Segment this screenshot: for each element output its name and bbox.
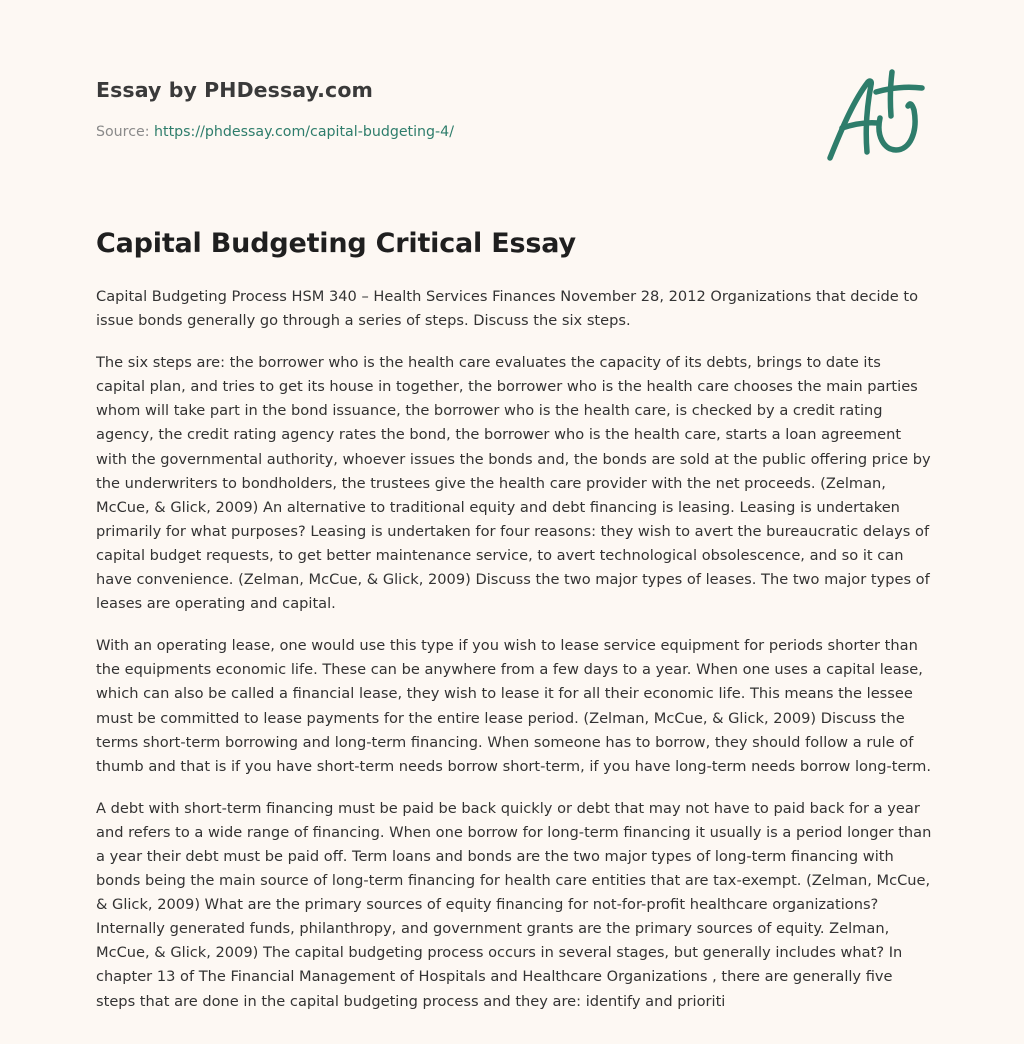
essay-paragraph: A debt with short-term financing must be paid be back quickly or debt that may not have to paid back for a year and refers to a wide range of financing. When one borrow for long-term financing it usually is a period longer than a year their debt must be paid off. Term loans and bonds are the two major types of long-term financing with bonds being the main source of long-term financing for health care entities that are tax-exempt. (Zelman, McCue, & Glick, 2009) What are the primary sources of equity financing for not-for-profit healthcare organizations? Internally generated funds, philanthropy, and government grants are the primary sources of equity. Zelman, McCue, & Glick, 2009) The capital budgeting process occurs in several stages, but generally includes what? In chapter 13 of The Financial Management of Hospitals and Healthcare Organizations , there are generally five steps that are done in the capital budgeting process and they are: identify and prioriti xyxy=(96,799,932,1010)
source-line xyxy=(96,122,796,142)
source-link[interactable]: https://phdessay.com/capital-budgeting-4/ xyxy=(154,124,454,140)
essay-paragraph: With an operating lease, one would use this type if you wish to lease service equipment for periods shorter than the equipments economic life. These can be anywhere from a few days to a year. When one uses a capital lease, which can also be called a financial lease, they wish to lease it for all their economic life. This means the lessee must be committed to lease payments for the entire lease period. (Zelman, McCue, & Glick, 2009) Discuss the terms short-term borrowing and long-term financing. When someone has to borrow, they should follow a rule of thumb and that is if you have short-term needs borrow short-term, if you have long-term needs borrow long-term. xyxy=(96,637,932,775)
a-plus-grade-icon xyxy=(820,66,930,166)
site-brand: Essay by PHDessay.com xyxy=(96,78,373,102)
essay-body xyxy=(96,285,932,1044)
essay-title: Capital Budgeting Critical Essay xyxy=(96,228,576,259)
site-header xyxy=(96,76,796,142)
source-label: Source: xyxy=(96,124,155,140)
essay-paragraph: Capital Budgeting Process HSM 340 – Health Services Finances November 28, 2012 Organizations that decide to issue bonds generally go through a series of steps. Discuss the six steps. xyxy=(96,288,919,330)
essay-paragraph: The six steps are: the borrower who is the health care evaluates the capacity of its debts, brings to date its capital plan, and tries to get its house in together, the borrower who is the health care chooses the main parties whom will take part in the bond issuance, the borrower who is the health care, is checked by a credit rating agency, the credit rating agency rates the bond, the borrower who is the health care, starts a loan agreement with the governmental authority, whoever issues the bonds and, the bonds are sold at the public offering price by the underwriters to bondholders, the trustees give the health care provider with the net proceeds. (Zelman, McCue, & Glick, 2009) An alternative to traditional equity and debt financing is leasing. Leasing is undertaken primarily for what purposes? Leasing is undertaken for four reasons: they wish to avert the bureaucratic delays of capital budget requests, to get better maintenance service, to avert technological obsolescence, and so it can have convenience. (Zelman, McCue, & Glick, 2009) Discuss the two major types of leases. The two major types of leases are operating and capital. xyxy=(96,354,931,613)
